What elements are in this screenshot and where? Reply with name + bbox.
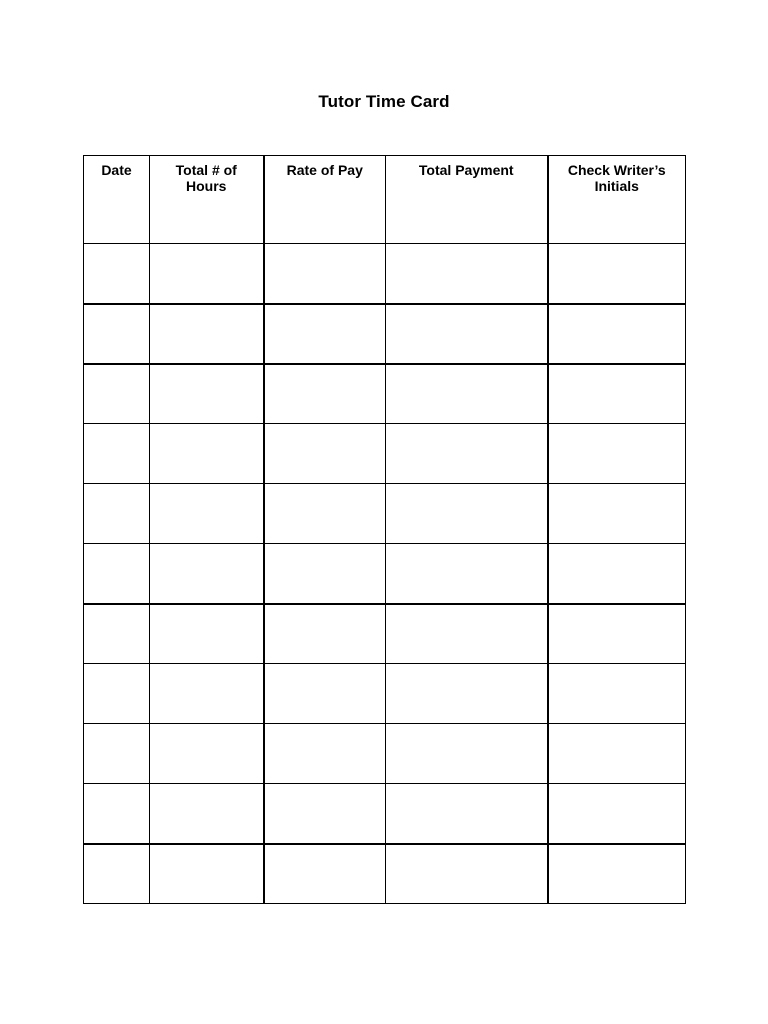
initials-cell[interactable] — [548, 244, 686, 304]
hours-cell[interactable] — [150, 424, 264, 484]
hours-cell[interactable] — [150, 784, 264, 844]
rate-cell[interactable] — [264, 724, 386, 784]
document-title: Tutor Time Card — [318, 92, 450, 111]
payment-cell[interactable] — [386, 484, 548, 544]
hours-cell[interactable] — [150, 844, 264, 904]
rate-cell[interactable] — [264, 844, 386, 904]
rate-cell[interactable] — [264, 664, 386, 724]
hours-cell[interactable] — [150, 724, 264, 784]
payment-cell[interactable] — [386, 304, 548, 364]
table-row — [84, 484, 686, 544]
payment-cell[interactable] — [386, 604, 548, 664]
table-body — [84, 244, 686, 904]
rate-cell[interactable] — [264, 544, 386, 604]
payment-cell[interactable] — [386, 844, 548, 904]
initials-cell[interactable] — [548, 724, 686, 784]
payment-cell[interactable] — [386, 724, 548, 784]
table-row — [84, 784, 686, 844]
header-rate-of-pay: Rate of Pay — [264, 156, 386, 244]
initials-cell[interactable] — [548, 784, 686, 844]
rate-cell[interactable] — [264, 304, 386, 364]
hours-cell[interactable] — [150, 484, 264, 544]
header-date: Date — [84, 156, 150, 244]
hours-cell[interactable] — [150, 664, 264, 724]
rate-cell[interactable] — [264, 484, 386, 544]
header-check-writers-initials: Check Writer’s Initials — [548, 156, 686, 244]
initials-cell[interactable] — [548, 304, 686, 364]
table-row — [84, 844, 686, 904]
date-cell[interactable] — [84, 784, 150, 844]
date-cell[interactable] — [84, 484, 150, 544]
rate-cell[interactable] — [264, 244, 386, 304]
initials-cell[interactable] — [548, 844, 686, 904]
hours-cell[interactable] — [150, 364, 264, 424]
rate-cell[interactable] — [264, 364, 386, 424]
table-row — [84, 724, 686, 784]
initials-cell[interactable] — [548, 484, 686, 544]
table-row — [84, 424, 686, 484]
date-cell[interactable] — [84, 844, 150, 904]
time-card-table — [83, 155, 686, 904]
initials-cell[interactable] — [548, 424, 686, 484]
hours-cell[interactable] — [150, 604, 264, 664]
date-cell[interactable] — [84, 424, 150, 484]
date-cell[interactable] — [84, 664, 150, 724]
payment-cell[interactable] — [386, 784, 548, 844]
table-row — [84, 664, 686, 724]
rate-cell[interactable] — [264, 784, 386, 844]
rate-cell[interactable] — [264, 424, 386, 484]
payment-cell[interactable] — [386, 664, 548, 724]
table-row — [84, 364, 686, 424]
header-total-hours: Total # of Hours — [150, 156, 264, 244]
header-total-payment: Total Payment — [386, 156, 548, 244]
payment-cell[interactable] — [386, 244, 548, 304]
payment-cell[interactable] — [386, 364, 548, 424]
hours-cell[interactable] — [150, 304, 264, 364]
initials-cell[interactable] — [548, 664, 686, 724]
date-cell[interactable] — [84, 364, 150, 424]
initials-cell[interactable] — [548, 364, 686, 424]
header-row — [84, 156, 686, 244]
rate-cell[interactable] — [264, 604, 386, 664]
date-cell[interactable] — [84, 544, 150, 604]
hours-cell[interactable] — [150, 244, 264, 304]
hours-cell[interactable] — [150, 544, 264, 604]
date-cell[interactable] — [84, 604, 150, 664]
date-cell[interactable] — [84, 304, 150, 364]
date-cell[interactable] — [84, 724, 150, 784]
table-row — [84, 244, 686, 304]
payment-cell[interactable] — [386, 424, 548, 484]
table-row — [84, 304, 686, 364]
date-cell[interactable] — [84, 244, 150, 304]
initials-cell[interactable] — [548, 544, 686, 604]
table-row — [84, 544, 686, 604]
initials-cell[interactable] — [548, 604, 686, 664]
payment-cell[interactable] — [386, 544, 548, 604]
table-row — [84, 604, 686, 664]
